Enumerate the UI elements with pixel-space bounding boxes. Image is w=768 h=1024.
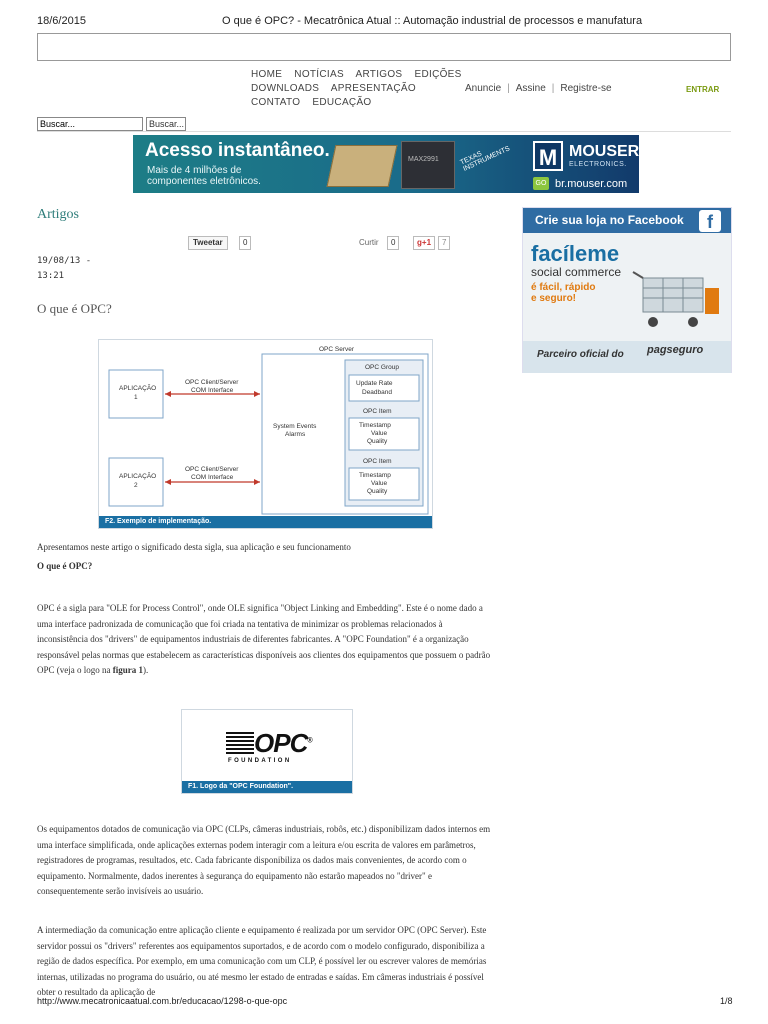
gplus-count: 7 (438, 236, 450, 250)
nav-apresentacao[interactable]: APRESENTAÇÃO (330, 83, 416, 94)
date-line: 19/08/13 - (37, 256, 92, 266)
ad-header (523, 208, 731, 233)
paragraph-1-end: ). (143, 665, 149, 675)
figure2-caption: F2. Exemplo de implementação. (99, 516, 432, 528)
gplus-button[interactable]: g+1 (413, 236, 435, 250)
iface1-a: OPC Client/Server (185, 379, 239, 386)
shopping-cart-icon (613, 268, 723, 338)
subheading: O que é OPC? (37, 561, 93, 571)
group-label: OPC Group (365, 364, 399, 371)
nav-downloads[interactable]: DOWNLOADS (251, 83, 320, 94)
opc-diagram-svg (99, 340, 432, 518)
mouser-banner[interactable] (133, 135, 639, 193)
print-date: 18/6/2015 (37, 15, 86, 27)
opc-wordmark: OPC® (254, 728, 312, 758)
iface2-a: OPC Client/Server (185, 466, 239, 473)
ad-slogan: é fácil, rápido e seguro! (531, 282, 596, 304)
item1-value: Value (371, 430, 388, 437)
figure-opc-diagram (98, 339, 433, 529)
ad-header-text: Crie sua loja no Facebook (535, 213, 684, 227)
search-input[interactable] (37, 117, 143, 131)
paragraph-2: Os equipamentos dotados de comunicação via OPC (CLPs, câmeras industriais, robôs, etc.) disponibilizam dados internos em uma interface simplificada, onde aplicações externas podem interagir com a leitura e/ou escrita de valores em parâmetros, registradores de programas, resultados, etc. Cada fabricante disponibiliza os dados mais convenientes, de acordo com o equipamento. Normalmente, dados inerentes à segurança do equipamento não estarão mapeados no "driver" e consequentemente serão invisíveis ao usuário. (37, 824, 491, 896)
figure1-link[interactable]: figura 1 (112, 665, 143, 675)
print-url: http://www.mecatronicaatual.com.br/educacao/1298-o-que-opc (37, 996, 288, 1006)
iface1-b: COM Interface (191, 387, 234, 394)
nav-artigos[interactable]: ARTIGOS (355, 69, 403, 80)
pagseguro-logo: pagseguro (647, 344, 704, 356)
nav-noticias[interactable]: NOTÍCIAS (294, 69, 344, 80)
app2-label: APLICAÇÃO (119, 473, 157, 480)
link-separator: | (507, 83, 510, 94)
banner-line2: componentes eletrônicos. (147, 176, 261, 187)
item1-ts: Timestamp (359, 422, 391, 429)
app1-num: 1 (134, 394, 138, 401)
server-label: OPC Server (319, 346, 355, 353)
deadband: Deadband (362, 389, 392, 396)
like-button[interactable]: Curtir (359, 238, 379, 247)
assine-link[interactable]: Assine (515, 83, 546, 94)
mouser-logo (533, 141, 640, 175)
item2-quality: Quality (367, 488, 388, 495)
intro-text: Apresentamos neste artigo o significado desta sigla, sua aplicação e seu funcionamento (37, 542, 351, 552)
item2-label: OPC Item (363, 458, 392, 465)
section-heading: Artigos (37, 207, 79, 222)
paragraph-1 (37, 601, 493, 679)
app1-label: APLICAÇÃO (119, 385, 157, 392)
facileme-brand: facíleme (531, 241, 620, 266)
mouser-brand-sub: ELECTRONICS. (569, 161, 627, 168)
article-date (37, 254, 91, 284)
gplus-label: +1 (421, 238, 432, 247)
time-line: 13:21 (37, 271, 65, 281)
divider (37, 131, 731, 132)
paragraph-3: A intermediação da comunicação entre aplicação cliente e equipamento é realizada por um servidor OPC (OPC Server). Este servidor possui os "drivers" referentes aos equipamentos suportados, e de acordo com o modelo configurado, disponibiliza a região de dados específica. Por exemplo, em uma comunicação com um CLP, é possível ler ou escrever valores de memórias internas, utilizadas no programa do usuário, ou até mesmo ler estado de entradas e saídas. Em câmeras industriais é possível obter o resultado da aplicação de (37, 925, 487, 997)
tweet-count: 0 (239, 236, 251, 250)
anuncie-link[interactable]: Anuncie (465, 83, 502, 94)
main-nav-row2 (251, 83, 425, 94)
entrar-button[interactable]: ENTRAR (686, 85, 720, 94)
figure1-caption: F1. Logo da "OPC Foundation". (182, 781, 352, 793)
mouser-m-icon: M (533, 141, 563, 171)
partner-text: Parceiro oficial do (537, 349, 624, 360)
top-ad-box (37, 33, 731, 61)
item1-label: OPC Item (363, 408, 392, 415)
article-title: O que é OPC? (37, 301, 112, 316)
tweet-button[interactable]: Tweetar (188, 236, 228, 250)
nav-edicoes[interactable]: EDIÇÕES (414, 69, 462, 80)
nav-educacao[interactable]: EDUCAÇÃO (312, 97, 372, 108)
events-b: Alarms (285, 431, 306, 438)
chip-image (401, 141, 455, 189)
social-commerce-text: social commerce (531, 265, 622, 279)
search-button[interactable]: Buscar... (146, 117, 186, 131)
page-number: 1/8 (720, 996, 733, 1006)
banner-title: Acesso instantâneo. (145, 140, 330, 161)
figure-opc-logo (181, 709, 353, 794)
flag-icon (226, 732, 254, 754)
item1-quality: Quality (367, 438, 388, 445)
app2-num: 2 (134, 482, 138, 489)
link-separator: | (551, 83, 555, 94)
nav-contato[interactable]: CONTATO (251, 97, 301, 108)
opc-logo (226, 730, 312, 756)
opc-foundation-text: FOUNDATION (228, 758, 292, 764)
paragraph-1-text: OPC é a sigla para "OLE for Process Control", onde OLE significa "Object Linking and Embedding". Este é o nome dado a uma interface padronizada de comunicação que foi criada na tentativa de minimizar os problemas relacionados à inconsistência dos "drivers" de equipamentos industriais de diferentes fabricantes. A "OPC Foundation" é a organização responsável pelas normas que estabelecem as características disponíveis aos clientes dos equipamentos que possuem o padrão OPC (veja o logo na (37, 603, 491, 675)
facebook-icon: f (699, 210, 721, 232)
banner-subtitle (147, 165, 261, 187)
chip-label: MAX2991 (408, 156, 439, 163)
update-rate: Update Rate (356, 380, 393, 387)
events-a: System Events (273, 423, 317, 430)
mouser-brand: MOUSER (569, 143, 640, 160)
facileme-ad[interactable] (522, 207, 732, 373)
ti-chip-label: TEXAS INSTRUMENTS (459, 145, 512, 173)
user-links (465, 83, 612, 94)
main-nav-row1 (251, 69, 471, 80)
item2-ts: Timestamp (359, 472, 391, 479)
item2-value: Value (371, 480, 388, 487)
go-badge: GO (533, 177, 549, 190)
mouser-url: br.mouser.com (555, 178, 628, 190)
main-nav-row3 (251, 97, 381, 108)
registre-link[interactable]: Registre-se (560, 83, 612, 94)
iface2-b: COM Interface (191, 474, 234, 481)
like-count: 0 (387, 236, 399, 250)
nav-home[interactable]: HOME (251, 69, 283, 80)
print-title: O que é OPC? - Mecatrônica Atual :: Automação industrial de processos e manufatura (222, 15, 643, 27)
connector-image (327, 145, 398, 187)
banner-line1: Mais de 4 milhões de (147, 165, 242, 176)
